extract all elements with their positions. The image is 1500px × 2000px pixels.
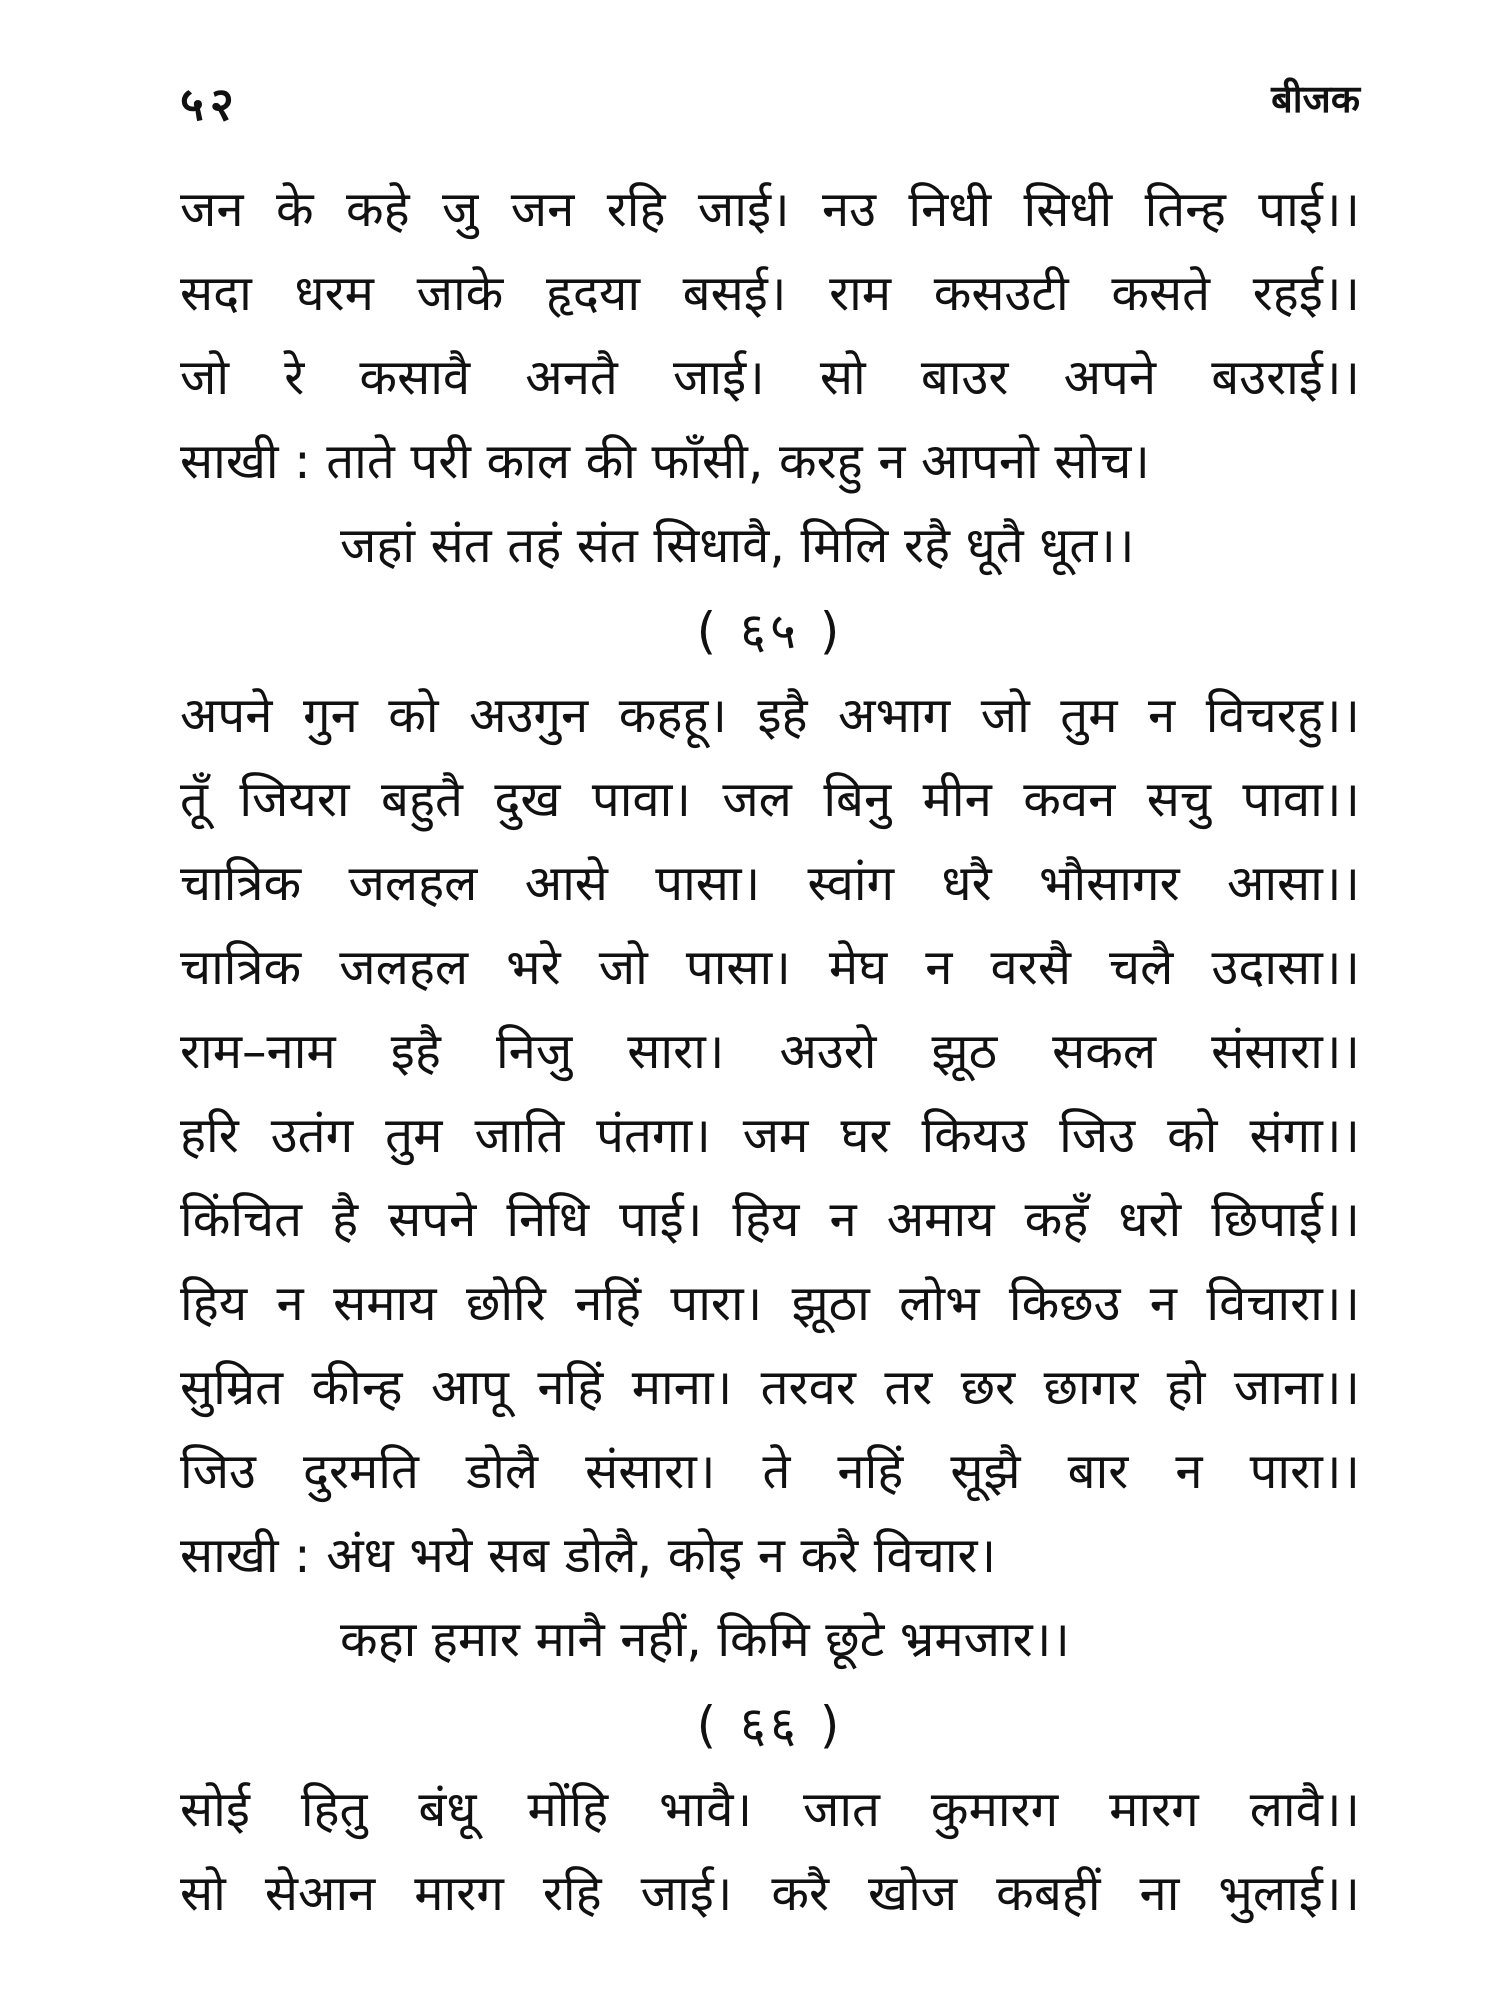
verse-line: हिय न समाय छोरि नहिं पारा। झूठा लोभ किछउ न विचारा।। bbox=[180, 1275, 1360, 1332]
verse-line: किंचित है सपने निधि पाई। हिय न अमाय कहँ धरो छिपाई।। bbox=[180, 1191, 1360, 1248]
verse-line: तूँ जियरा बहुतै दुख पावा। जल बिनु मीन कवन सचु पावा।। bbox=[180, 771, 1360, 828]
verse-line: जो रे कसावै अनतै जाई। सो बाउर अपने बउराई।। bbox=[180, 349, 1360, 406]
verse-line: सोई हितु बंधू मोंहि भावै। जात कुमारग मारग लावै।। bbox=[180, 1781, 1360, 1838]
verse-line: सदा धरम जाके हृदया बसई। राम कसउटी कसते रहई।। bbox=[180, 265, 1360, 322]
sakhi-line: साखी : अंध भये सब डोलै, कोइ न करै विचार। bbox=[180, 1527, 997, 1584]
verse-line: जिउ दुरमति डोलै संसारा। ते नहिं सूझै बार न पारा।। bbox=[180, 1443, 1360, 1500]
verse-line: हरि उतंग तुम जाति पंतगा। जम घर कियउ जिउ को संगा।। bbox=[180, 1107, 1360, 1164]
verse-line: चात्रिक जलहल भरे जो पासा। मेघ न वरसै चलै उदासा।। bbox=[180, 939, 1360, 996]
sakhi-line: कहा हमार मानै नहीं, किमि छूटे भ्रमजार।। bbox=[340, 1611, 1070, 1668]
running-head: बीजक bbox=[1271, 77, 1360, 121]
sakhi-line: साखी : ताते परी काल की फाँसी, करहु न आपनो सोच। bbox=[180, 433, 1150, 490]
verse-line: अपने गुन को अउगुन कहहू। इहै अभाग जो तुम न विचरहु।। bbox=[180, 687, 1360, 744]
page-number: ५२ bbox=[180, 77, 240, 131]
section-heading: ( ६५ ) bbox=[696, 602, 844, 660]
section-heading: ( ६६ ) bbox=[696, 1696, 844, 1754]
page-header bbox=[180, 72, 1360, 132]
sakhi-line: जहां संत तहं संत सिधावै, मिलि रहै धूतै धूत।। bbox=[340, 517, 1135, 574]
verse-line: जन के कहे जु जन रहि जाई। नउ निधी सिधी तिन्ह पाई।। bbox=[180, 181, 1360, 238]
verse-line: चात्रिक जलहल आसे पासा। स्वांग धरै भौसागर आसा।। bbox=[180, 855, 1360, 912]
page-content bbox=[180, 168, 1360, 1936]
verse-line: सुम्रित कीन्ह आपू नहिं माना। तरवर तर छर छागर हो जाना।। bbox=[180, 1359, 1360, 1416]
verse-line: राम–नाम इहै निजु सारा। अउरो झूठ सकल संसारा।। bbox=[180, 1023, 1360, 1080]
verse-line: सो सेआन मारग रहि जाई। करै खोज कबहीं ना भुलाई।। bbox=[180, 1865, 1360, 1922]
